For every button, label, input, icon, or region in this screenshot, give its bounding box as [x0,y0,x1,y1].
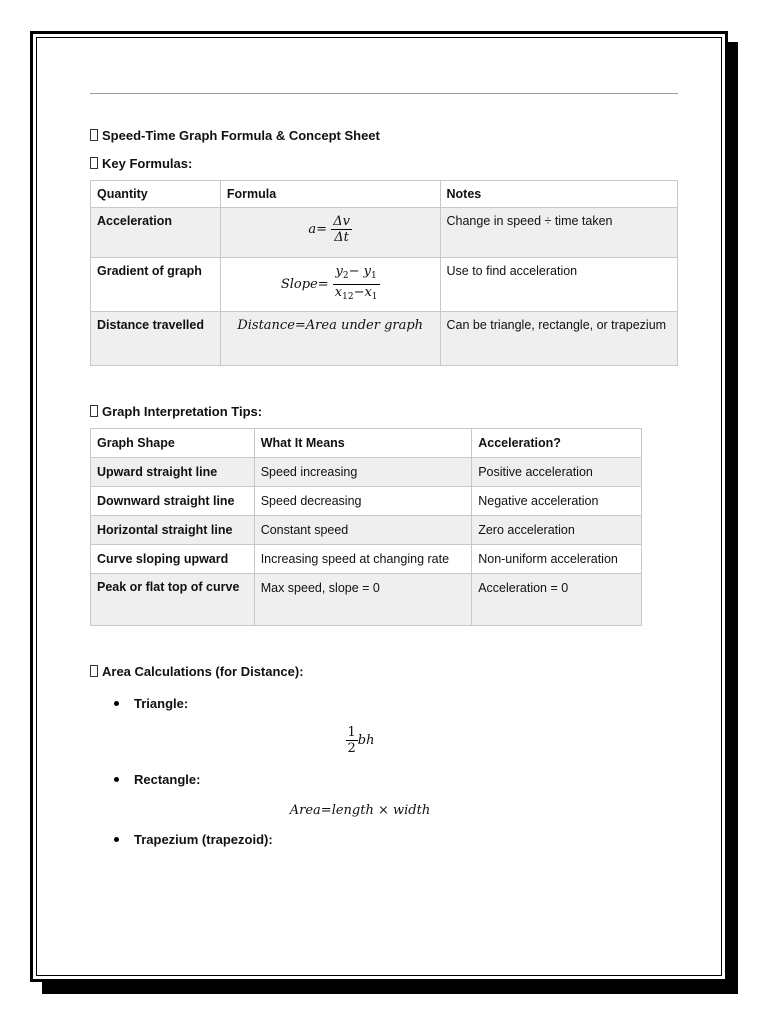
area-heading-text: Area Calculations (for Distance): [102,663,304,679]
table-row [91,574,642,626]
formula-lhs: a= [308,222,328,237]
formulas-heading-text: Key Formulas: [102,155,193,171]
column-header: What It Means [254,429,472,458]
document-title [90,124,680,146]
table-row [91,458,642,487]
fraction-numerator: 1 [347,725,356,740]
notes-cell: Use to find acceleration [440,258,678,312]
area-list [90,696,680,847]
formula-cell [220,258,440,312]
quantity-cell: Distance travelled [91,312,221,366]
meaning-cell: Increasing speed at changing rate [254,545,472,574]
fraction [333,264,380,305]
list-item [114,832,680,847]
trapezium-label: Trapezium (trapezoid): [134,832,273,847]
meaning-cell: Speed decreasing [254,487,472,516]
list-item [114,696,680,711]
triangle-formula [40,725,680,756]
fraction-numerator: Δv [333,214,350,229]
fraction [331,214,352,245]
meaning-cell: Speed increasing [254,458,472,487]
missing-glyph-icon [90,405,98,417]
fraction [346,725,358,756]
document-title-text: Speed-Time Graph Formula & Concept Sheet [102,127,380,143]
column-header: Notes [440,181,678,208]
notes-cell: Can be triangle, rectangle, or trapezium [440,312,678,366]
table-row [91,487,642,516]
shape-cell: Horizontal straight line [91,516,255,545]
meaning-cell: Max speed, slope = 0 [254,574,472,626]
table-row [91,312,678,366]
shape-cell: Downward straight line [91,487,255,516]
shape-cell: Curve sloping upward [91,545,255,574]
formula-cell: Distance=Area under graph [220,312,440,366]
formula-lhs: Slope= [280,277,329,292]
table-row [91,258,678,312]
column-header: Formula [220,181,440,208]
table-header-row [91,181,678,208]
rectangle-label: Rectangle: [134,772,201,787]
shape-cell: Upward straight line [91,458,255,487]
table-row [91,516,642,545]
meaning-cell: Constant speed [254,516,472,545]
top-divider [90,93,678,94]
tips-heading [90,400,680,422]
quantity-cell: Acceleration [91,208,221,258]
acceleration-cell: Acceleration = 0 [472,574,642,626]
bullet-icon [114,777,119,782]
bullet-icon [114,701,119,706]
missing-glyph-icon [90,157,98,169]
triangle-label: Triangle: [134,696,189,711]
fraction-denominator: $x_{12}-x_1$ [334,285,378,302]
acceleration-cell: Non-uniform acceleration [472,545,642,574]
formulas-heading [90,152,680,174]
tips-heading-text: Graph Interpretation Tips: [102,403,263,419]
table-header-row [91,429,642,458]
column-header: Graph Shape [91,429,255,458]
rectangle-formula: Area=length × width [289,803,431,818]
bullet-icon [114,837,119,842]
tips-table [90,428,642,626]
missing-glyph-icon [90,665,98,677]
quantity-cell: Gradient of graph [91,258,221,312]
document-content [90,93,680,847]
fraction-numerator: $y_2- y_1$ [333,264,380,285]
column-header: Acceleration? [472,429,642,458]
formulas-table [90,180,678,366]
fraction-denominator: 2 [347,741,356,756]
table-row [91,208,678,258]
area-heading [90,660,680,682]
triangle-formula-tail: bh [357,733,375,748]
acceleration-cell: Positive acceleration [472,458,642,487]
formula-cell [220,208,440,258]
acceleration-cell: Negative acceleration [472,487,642,516]
fraction-denominator: Δt [334,230,349,245]
list-item [114,772,680,787]
acceleration-cell: Zero acceleration [472,516,642,545]
notes-cell: Change in speed ÷ time taken [440,208,678,258]
table-row [91,545,642,574]
shape-cell: Peak or flat top of curve [91,574,255,626]
missing-glyph-icon [90,129,98,141]
column-header: Quantity [91,181,221,208]
